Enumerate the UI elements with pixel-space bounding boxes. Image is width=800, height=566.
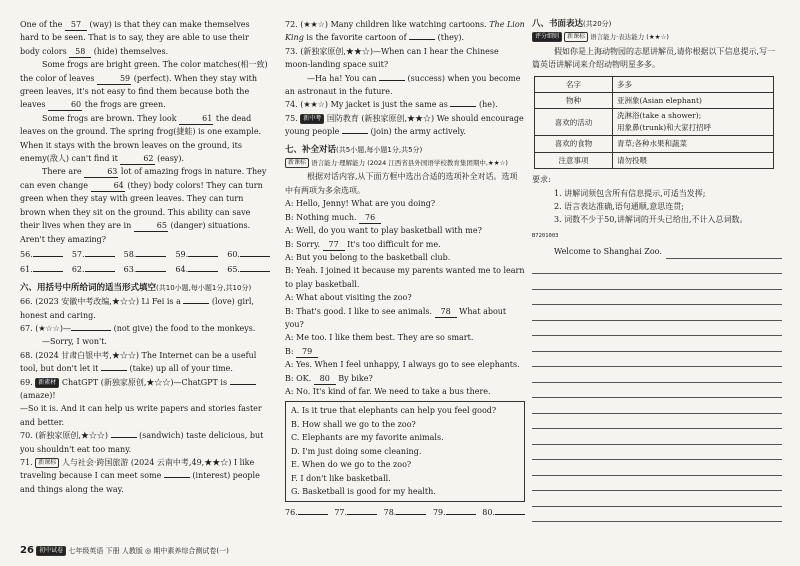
question-75: 75. 新中考 国防教育 (新独家原创,★★☆) We should encourage young people (join) the army actively. bbox=[285, 113, 524, 137]
section-7-title: 七、补全对话(共5小题,每小题1分,共5分) bbox=[285, 144, 423, 155]
writing-line[interactable] bbox=[532, 445, 782, 461]
writing-line[interactable] bbox=[532, 259, 782, 275]
writing-line[interactable] bbox=[532, 367, 782, 383]
writing-line[interactable] bbox=[532, 398, 782, 414]
dialogue-line: B: That's good. I like to see animals. 78 What about you? bbox=[285, 306, 507, 329]
blank-57[interactable]: 57 bbox=[65, 19, 87, 31]
answer-line[interactable] bbox=[85, 256, 115, 257]
writing-line[interactable] bbox=[532, 383, 782, 399]
writing-line[interactable] bbox=[532, 321, 782, 337]
dialogue-line: B: Yeah. I joined it because my parents wanted me to learn to play basketball. bbox=[285, 266, 525, 289]
blank-60[interactable]: 60 bbox=[48, 99, 82, 111]
writing-line[interactable] bbox=[532, 414, 782, 430]
question-66: 66. (2023 安徽中考改编,★☆☆) Li Fei is a (love) girl, honest and caring. bbox=[20, 297, 254, 320]
option-e: E. When do we go to the zoo? bbox=[291, 460, 412, 470]
writing-area[interactable] bbox=[532, 259, 782, 523]
blank-73[interactable] bbox=[379, 80, 405, 81]
question-69: 69. 新素材 ChatGPT (新独家原创,★☆☆)—ChatGPT is (amaze)! bbox=[20, 376, 270, 403]
blank-62[interactable]: 62 bbox=[120, 153, 154, 165]
option-g: G. Basketball is good for my health. bbox=[291, 487, 436, 497]
footer-text: 七年级英语 下册 人教版 ◎ 期中素养综合测试卷(一) bbox=[68, 547, 229, 555]
dialogue-line: A: Me too. I like them best. They are so smart. bbox=[285, 333, 474, 343]
question-72: 72. (★★☆) Many children like watching cartoons. The Lion King is the favorite cartoon of (they). bbox=[285, 20, 525, 43]
writing-line[interactable] bbox=[532, 491, 782, 507]
blank-61[interactable]: 61 bbox=[179, 113, 213, 125]
scoring-rules-tag: 评分细则 bbox=[532, 32, 562, 42]
page-number: 26 bbox=[20, 545, 34, 556]
question-code: B7201003 bbox=[532, 232, 559, 239]
dialogue-line: B: 79 bbox=[285, 345, 525, 358]
question-71: 71. 新课标 人与社会·跨国旅游 (2024 云南中考,49,★★☆) I like traveling because I can meet some (interest) people and things along the way. bbox=[20, 458, 260, 494]
answer-line[interactable] bbox=[495, 514, 525, 515]
answer-line[interactable] bbox=[240, 271, 270, 272]
question-69-reply: —So it is. And it can help us write papers and stories faster and better. bbox=[20, 404, 262, 427]
passage-paragraph-2: Some frogs are bright green. The color matches(相一致) the color of leaves 59 (perfect). When they stay with green leaves, it's not easy to find them because both the leaves 60 the frogs are green. bbox=[20, 60, 268, 110]
writing-line[interactable] bbox=[532, 460, 782, 476]
new-exam-tag: 新中考 bbox=[300, 114, 324, 124]
question-73-reply: —Ha ha! You can (success) when you become an astronaut in the future. bbox=[285, 73, 521, 97]
answer-line[interactable] bbox=[136, 256, 166, 257]
answer-row-61-65: 61. 62. 63. 64. 65. bbox=[20, 263, 270, 276]
new-curriculum-tag: 新课标 bbox=[564, 32, 588, 42]
answer-line[interactable] bbox=[240, 256, 270, 257]
requirements-title: 要求: bbox=[532, 175, 551, 185]
passage-paragraph-3: Some frogs are brown. They look 61 the dead leaves on the ground. The spring frog(捷蛙) is one example. When it stays with the brown leaves on the ground, its enemy(敌人) can't find it 62 (easy). bbox=[20, 113, 262, 164]
section-7-instructions: 根据对话内容,从下面方框中选出合适的选项补全对话。选项中有两项为多余选项。 bbox=[285, 172, 518, 195]
writing-prompt: 假如你是上海动物园的志愿讲解员,请你根据以下信息提示,写一篇英语讲解词来介绍动物明星多多。 bbox=[532, 46, 776, 70]
blank-69[interactable] bbox=[230, 384, 256, 385]
brand-badge: 初中试卷 bbox=[36, 546, 66, 556]
answer-row-56-60: 56. 57. 58. 59. 60. bbox=[20, 248, 270, 261]
blank-74[interactable] bbox=[450, 106, 476, 107]
blank-63[interactable]: 63 bbox=[84, 166, 118, 178]
dialogue-line: A: Hello, Jenny! What are you doing? bbox=[285, 199, 436, 209]
question-67: 67. (★☆☆)— (not give) the food to the monkeys. bbox=[20, 323, 256, 333]
blank-76[interactable]: 76 bbox=[359, 212, 381, 224]
dialogue-line: A: Well, do you want to play basketball with me? bbox=[285, 226, 482, 236]
answer-row-76-80: 76. 77. 78. 79. 80. bbox=[285, 506, 525, 519]
writing-line[interactable] bbox=[532, 290, 782, 306]
blank-64[interactable]: 64 bbox=[91, 180, 125, 192]
option-b: B. How shall we go to the zoo? bbox=[291, 419, 416, 429]
blank-80[interactable]: 80 bbox=[314, 373, 336, 385]
answer-line[interactable] bbox=[33, 271, 63, 272]
option-f: F. I don't like basketball. bbox=[291, 473, 391, 483]
writing-line[interactable] bbox=[532, 429, 782, 445]
writing-opening: Welcome to Shanghai Zoo. bbox=[554, 247, 662, 257]
requirement-2: 2. 语言表达准确,语句通顺,意思连贯; bbox=[554, 202, 684, 212]
answer-line[interactable] bbox=[188, 256, 218, 257]
writing-line[interactable] bbox=[532, 274, 782, 290]
section-8-title: 八、书面表达(共20分) bbox=[532, 19, 612, 29]
page-footer bbox=[20, 544, 229, 558]
answer-line[interactable] bbox=[446, 514, 476, 515]
question-70: 70. (新独家原创,★☆☆) (sandwich) taste delicious, but you shouldn't eat too many. bbox=[20, 431, 264, 454]
answer-line[interactable] bbox=[347, 514, 377, 515]
blank-66[interactable] bbox=[183, 303, 209, 304]
dialogue-line: A: What about visiting the zoo? bbox=[285, 293, 412, 303]
writing-line[interactable] bbox=[532, 305, 782, 321]
blank-70[interactable] bbox=[111, 437, 137, 438]
table-row: 注意事项 请勿投喂 bbox=[535, 152, 774, 168]
writing-line[interactable] bbox=[532, 352, 782, 368]
section-6-title: 六、用括号中所给词的适当形式填空(共10小题,每小题1分,共10分) bbox=[20, 282, 252, 293]
answer-line[interactable] bbox=[396, 514, 426, 515]
table-row: 喜欢的食物 青草;各种水果和蔬菜 bbox=[535, 136, 774, 152]
writing-line[interactable] bbox=[532, 476, 782, 492]
requirement-1: 1. 讲解词须包含所有信息提示,可适当发挥; bbox=[554, 188, 706, 198]
blank-79[interactable]: 79 bbox=[296, 346, 318, 358]
question-68: 68. (2024 甘肃白银中考,★☆☆) The Internet can be a useful tool, but don't let it (take) up all of your time. bbox=[20, 350, 257, 374]
column-left bbox=[20, 18, 270, 496]
dialogue-line: B: Nothing much. 76 bbox=[285, 211, 525, 224]
new-curriculum-tag: 新课标 bbox=[285, 158, 309, 168]
dialogue-line: B: Sorry. 77 It's too difficult for me. bbox=[285, 239, 441, 249]
dialogue-line: A: No. It's kind of far. We need to take a bus there. bbox=[285, 386, 491, 396]
question-67-reply: —Sorry, I won't. bbox=[42, 337, 107, 347]
answer-line[interactable] bbox=[85, 271, 115, 272]
blank-77[interactable]: 77 bbox=[323, 239, 345, 251]
writing-opening-line bbox=[532, 245, 782, 258]
new-material-tag: 新素材 bbox=[35, 378, 59, 388]
question-74: 74. (★★☆) My jacket is just the same as (he). bbox=[285, 100, 498, 110]
column-right bbox=[532, 18, 782, 522]
writing-line[interactable] bbox=[532, 336, 782, 352]
option-a: A. Is it true that elephants can help you feel good? bbox=[291, 406, 497, 416]
blank-72[interactable] bbox=[409, 39, 435, 40]
dialogue-line: A: Yes. When I feel unhappy, I always go to see elephants. bbox=[285, 360, 520, 370]
requirement-3: 3. 词数不少于50,讲解词的开头已给出,不计入总词数。 bbox=[554, 215, 748, 225]
options-box bbox=[285, 401, 525, 502]
question-73: 73. (新独家原创,★★☆)—When can I hear the Chinese moon-landing space suit? bbox=[285, 46, 499, 70]
blank-78[interactable]: 78 bbox=[435, 306, 457, 318]
answer-line[interactable] bbox=[188, 271, 218, 272]
section-7-source: 新课标 语言能力·理解能力 (2024 江西省县外国语学校教育集团期中,★★☆) bbox=[285, 157, 525, 170]
passage-paragraph-1: One of the 57 (way) is that they can make themselves hard to be seen. That is to say, they are able to use their body colors 58 (hide) themselves. bbox=[20, 20, 250, 56]
info-table bbox=[534, 76, 774, 170]
option-c: C. Elephants are my favorite animals. bbox=[291, 433, 444, 443]
answer-line[interactable] bbox=[136, 271, 166, 272]
answer-line[interactable] bbox=[298, 514, 328, 515]
writing-line[interactable] bbox=[666, 247, 782, 259]
blank-67[interactable] bbox=[71, 330, 111, 331]
dialogue-line: A: But you belong to the basketball club. bbox=[285, 252, 451, 262]
blank-75[interactable] bbox=[342, 133, 368, 134]
table-row: 喜欢的活动 洗淋浴(take a shower); 用象鼻(trunk)和大家打招呼 bbox=[535, 109, 774, 136]
blank-71[interactable] bbox=[164, 477, 190, 478]
column-middle bbox=[285, 18, 525, 519]
answer-line[interactable] bbox=[33, 256, 63, 257]
dialogue-line: B: OK. 80 By bike? bbox=[285, 373, 373, 383]
blank-58[interactable]: 58 bbox=[69, 46, 91, 58]
passage-paragraph-4: There are 63 lot of amazing frogs in nature. They can even change 64 (they) body colors! They can turn green when they stay with green leaves. They can turn brown when they sit on the ground. This ability can save their lives when they are in 65 (danger) situations. Aren't they amazing? bbox=[20, 167, 267, 244]
writing-line[interactable] bbox=[532, 507, 782, 523]
blank-59[interactable]: 59 bbox=[97, 73, 131, 85]
blank-68[interactable] bbox=[101, 370, 127, 371]
section-8-source: 评分细则 新课标 语言能力·表达能力 (★★☆) bbox=[532, 31, 782, 44]
new-curriculum-tag: 新课标 bbox=[35, 458, 59, 468]
blank-65[interactable]: 65 bbox=[134, 220, 168, 232]
table-row: 物种 亚洲象(Asian elephant) bbox=[535, 93, 774, 109]
option-d: D. I'm just doing some cleaning. bbox=[291, 446, 422, 456]
table-row: 名字 多多 bbox=[535, 76, 774, 92]
